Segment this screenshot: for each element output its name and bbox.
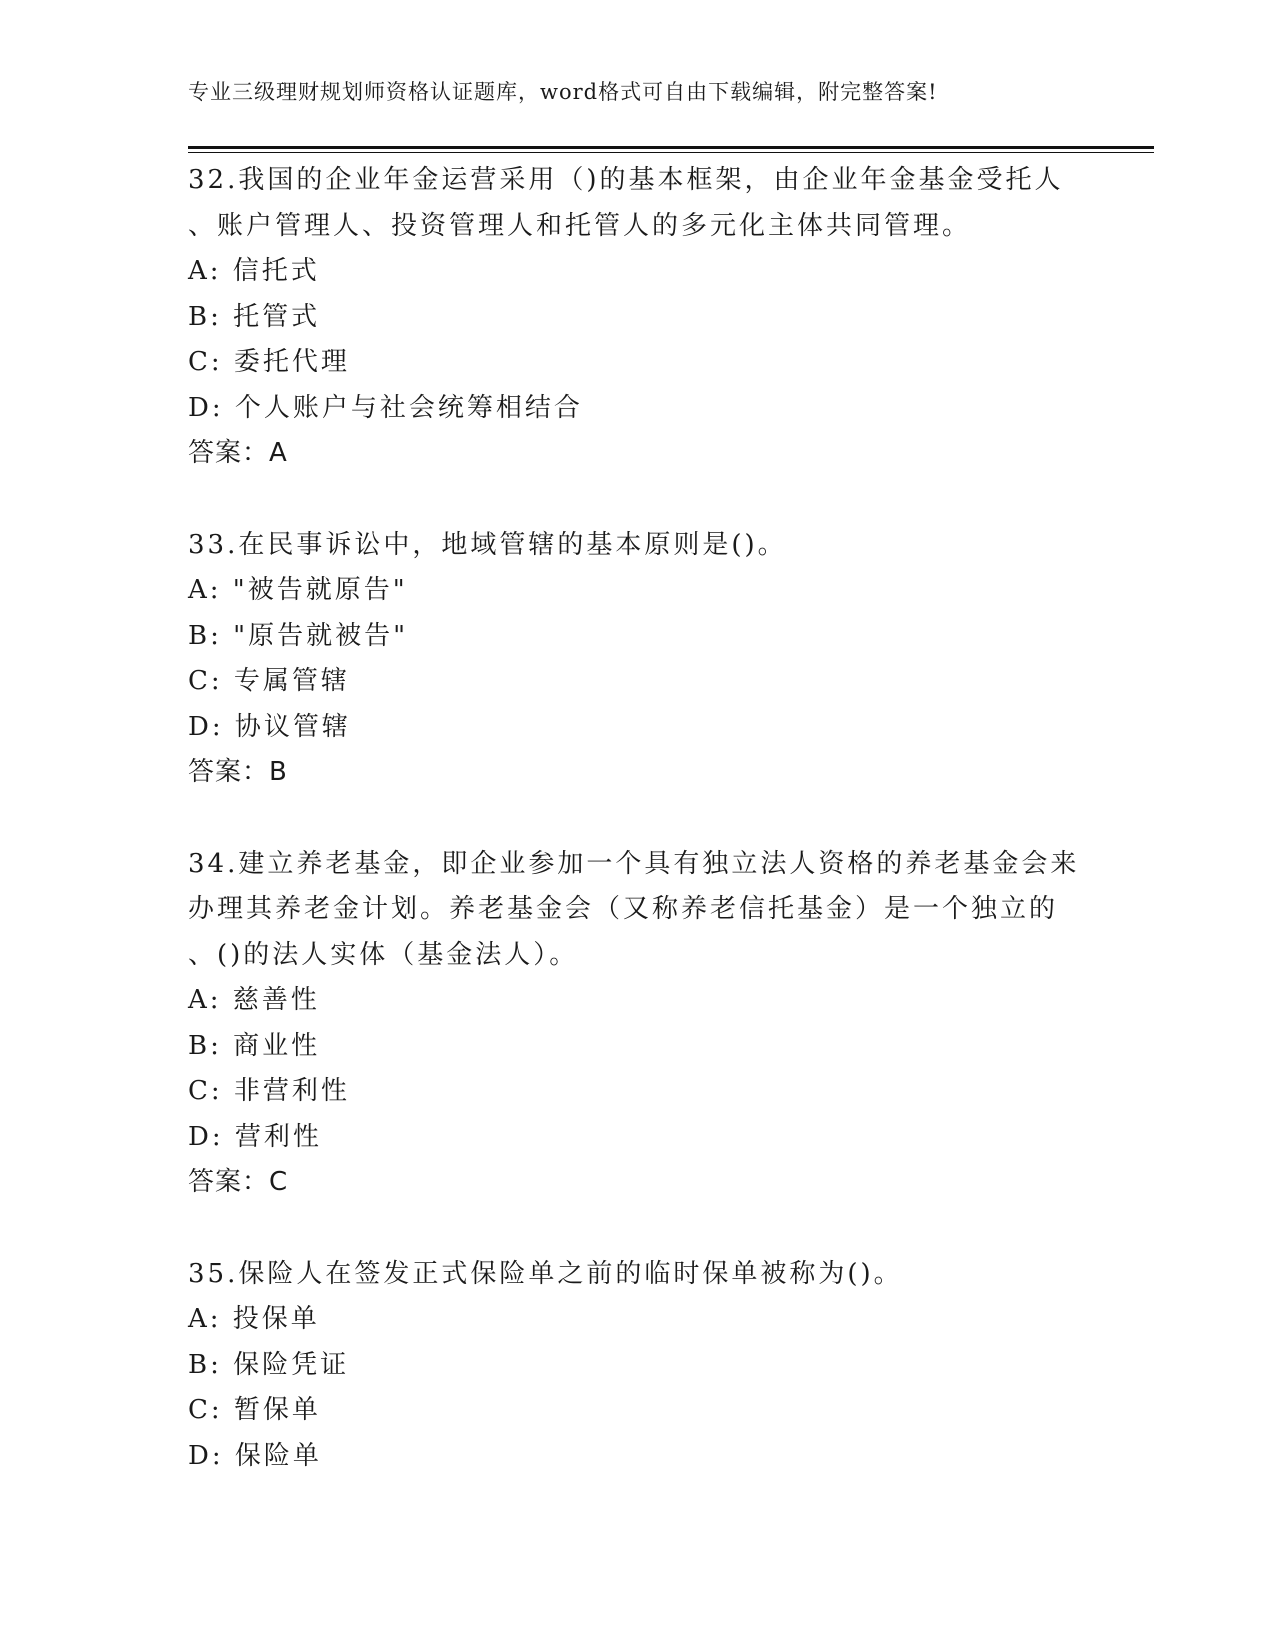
question-stem-line: 办理其养老金计划。养老基金会（又称养老信托基金）是一个独立的 [188, 894, 1059, 924]
question-34 [188, 842, 1088, 1206]
answer-line: 答案：A [188, 438, 288, 468]
option-b: B: "原告就被告" [188, 620, 409, 651]
option-c: C: 委托代理 [188, 347, 350, 377]
option-b: B: 商业性 [188, 1030, 321, 1061]
option-d: D: 个人账户与社会统筹相结合 [188, 392, 583, 423]
option-a: A: 投保单 [188, 1304, 320, 1334]
question-stem-line: 33.在民事诉讼中，地域管辖的基本原则是()。 [188, 529, 787, 560]
question-stem-line: 、()的法人实体（基金法人）。 [188, 939, 579, 970]
question-stem-line: 35.保险人在签发正式保险单之前的临时保单被称为()。 [188, 1258, 903, 1289]
option-b: B: 保险凭证 [188, 1349, 350, 1380]
option-d: D: 保险单 [188, 1440, 322, 1471]
header-divider [188, 146, 1154, 153]
option-b: B: 托管式 [188, 301, 321, 332]
question-list [188, 158, 1088, 1525]
answer-line: 答案：B [188, 757, 288, 787]
question-32 [188, 158, 1088, 477]
option-a: A: 慈善性 [188, 985, 320, 1015]
option-a: A: 信托式 [188, 256, 320, 286]
option-c: C: 专属管辖 [188, 666, 350, 696]
option-a: A: "被告就原告" [188, 575, 408, 605]
answer-line: 答案：C [188, 1167, 289, 1197]
option-d: D: 协议管辖 [188, 711, 351, 742]
question-35 [188, 1252, 1088, 1480]
question-stem-line: 32.我国的企业年金运营采用（)的基本框架，由企业年金基金受托人 [188, 165, 1064, 195]
option-c: C: 暂保单 [188, 1395, 321, 1425]
option-c: C: 非营利性 [188, 1076, 350, 1106]
question-33 [188, 523, 1088, 796]
question-stem-line: 、账户管理人、投资管理人和托管人的多元化主体共同管理。 [188, 210, 972, 241]
page-header-title: 专业三级理财规划师资格认证题库，word格式可自由下载编辑，附完整答案! [188, 80, 938, 104]
option-d: D: 营利性 [188, 1121, 322, 1152]
question-stem-line: 34.建立养老基金，即企业参加一个具有独立法人资格的养老基金会来 [188, 848, 1080, 879]
